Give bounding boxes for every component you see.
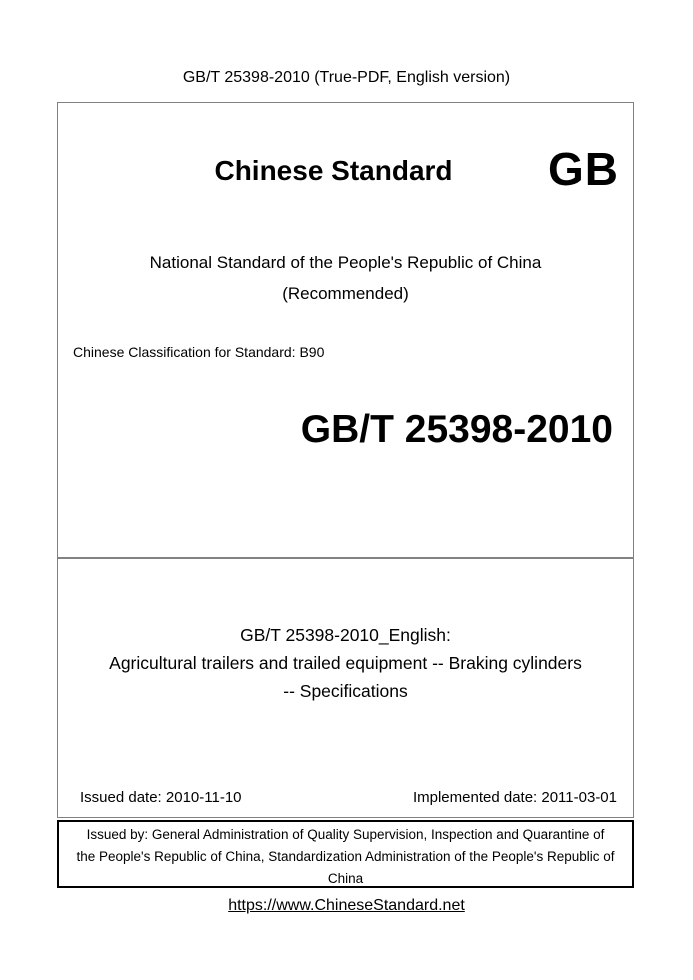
footer-link[interactable]: https://www.ChineseStandard.net (228, 897, 465, 914)
gb-logo: GB (548, 143, 619, 195)
standard-title-line-3: -- Specifications (283, 681, 408, 701)
recommended-line: (Recommended) (282, 284, 409, 303)
issuer-line-2: the People's Republic of China, Standardization Administration of the People's Republic of (76, 849, 615, 864)
issuer-box (57, 820, 634, 888)
page-footer (0, 895, 693, 917)
implemented-date: Implemented date: 2011-03-01 (412, 789, 617, 806)
title-box (57, 558, 634, 818)
classification-line: Chinese Classification for Standard: B90 (73, 344, 325, 360)
issuer-line-1: Issued by: General Administration of Quality Supervision, Inspection and Quarantine of (86, 827, 605, 842)
cover-box (57, 102, 634, 558)
page-header: GB/T 25398-2010 (True-PDF, English version) (182, 69, 511, 86)
standard-title (58, 621, 633, 705)
standard-title-line-1: GB/T 25398-2010_English: (240, 625, 451, 645)
brand-title: Chinese Standard (214, 155, 453, 186)
issued-date: Issued date: 2010-11-10 (80, 789, 242, 806)
national-standard-line: National Standard of the People's Republic of China (149, 253, 542, 272)
issuer-line-3: China (327, 871, 364, 886)
standard-number: GB/T 25398-2010 (300, 408, 613, 451)
standard-title-line-2: Agricultural trailers and trailed equipment -- Braking cylinders (109, 653, 582, 673)
dates-row (58, 786, 633, 810)
